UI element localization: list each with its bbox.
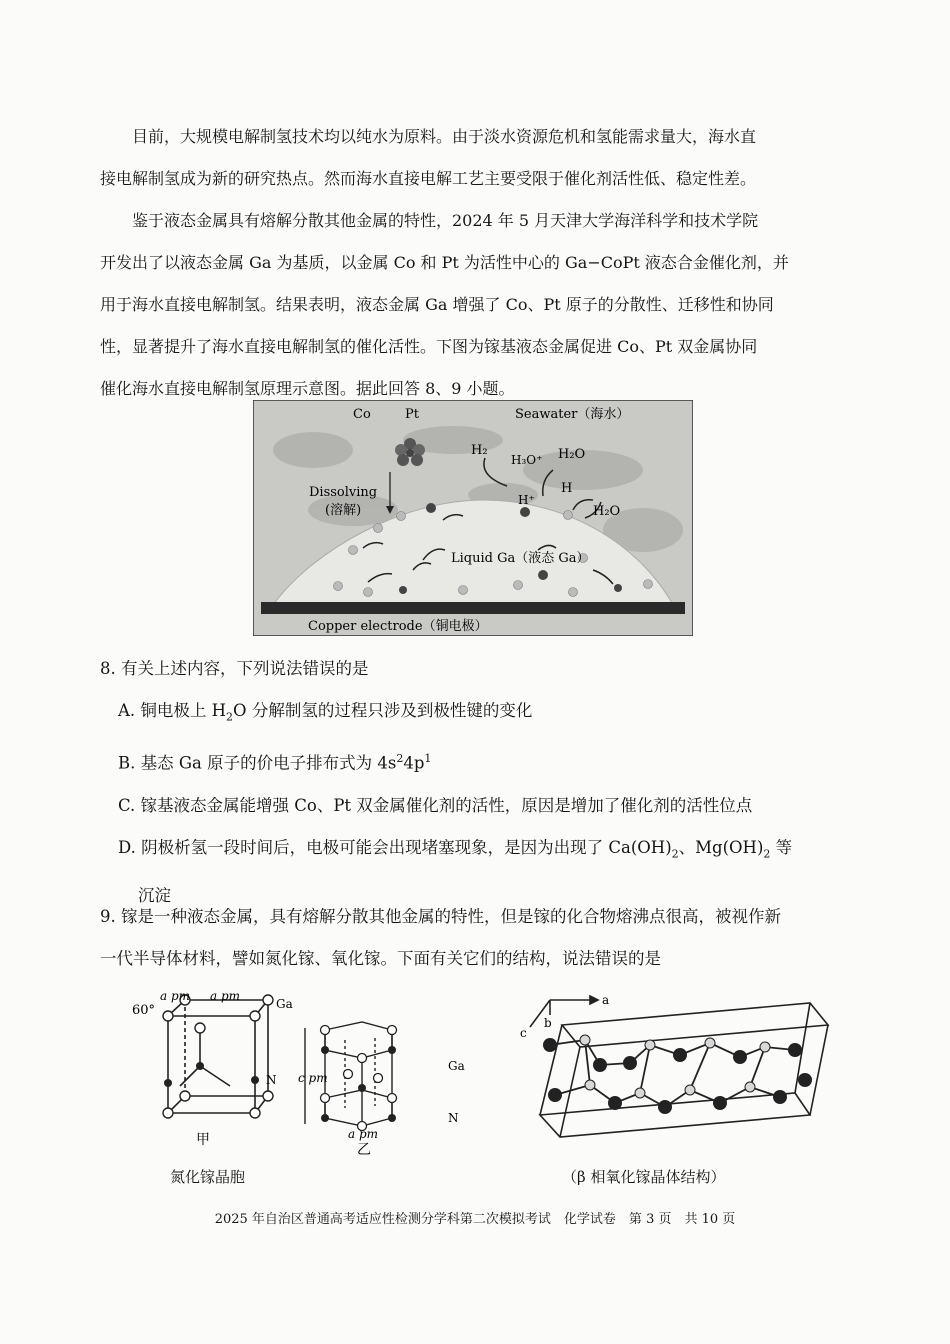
a-pm-label: a pm — [210, 989, 241, 1003]
h2o-right-label: H₂O — [593, 504, 621, 519]
hplus-label: H⁺ — [518, 493, 535, 507]
co-label: Co — [353, 407, 371, 422]
axis-c-label: c — [520, 1026, 527, 1040]
angle-label: 60° — [132, 1003, 156, 1018]
question-stem: 8. 有关上述内容，下列说法错误的是 — [100, 659, 369, 678]
option-d-text-end: 等 — [770, 837, 793, 857]
question-stem-continued: 一代半导体材料，譬如氮化镓、氧化镓。下面有关它们的结构，说法错误的是 — [100, 949, 661, 968]
option-b-superscript: 2 — [396, 752, 404, 766]
option-b-text: B. 基态 Ga 原子的价电子排布式为 4s — [118, 753, 397, 773]
option-b-text-mid: 4p — [403, 753, 425, 773]
option-a-text: A. 铜电极上 H — [118, 701, 227, 720]
question-9 — [100, 896, 845, 980]
h2-label: H₂ — [471, 443, 488, 458]
passage-line: 开发出了以液态金属 Ga 为基质，以金属 Co 和 Pt 为活性中心的 Ga−CoPt 液态合金催化剂，并 — [100, 253, 789, 272]
beta-ga2o3-structure-figure — [510, 985, 840, 1155]
cell-label-yi: 乙 — [357, 1142, 371, 1158]
n-label: N — [266, 1073, 277, 1087]
n-label: N — [448, 1111, 459, 1125]
h2o-top-label: H₂O — [558, 447, 586, 462]
cell-label-jia: 甲 — [196, 1132, 210, 1148]
option-d-subscript: 2 — [763, 847, 771, 861]
h-label: H — [561, 481, 573, 496]
ga-label: Ga — [448, 1059, 465, 1073]
a-pm-label: a pm — [160, 989, 191, 1003]
passage-line: 目前，大规模电解制氢技术均以纯水为原料。由于淡水资源危机和氢能需求量大，海水直 — [132, 127, 757, 146]
dissolving-label: Dissolving — [309, 485, 378, 500]
passage-line: 用于海水直接电解制氢。结果表明，液态金属 Ga 增强了 Co、Pt 原子的分散性、迁移性和协同 — [100, 295, 774, 314]
axis-a-label: a — [602, 993, 610, 1007]
liquid-ga-label: Liquid Ga（液态 Ga） — [451, 551, 590, 566]
ga2o3-caption: （β 相氧化镓晶体结构） — [562, 1168, 726, 1186]
c-pm-label: c pm — [298, 1071, 328, 1085]
option-b-superscript: 1 — [424, 752, 432, 766]
option-a-text-rest: O 分解制氢的过程只涉及到极性键的变化 — [233, 701, 533, 720]
option-b — [100, 738, 845, 785]
axis-b-label: b — [544, 1016, 552, 1030]
passage-line: 催化海水直接电解制氢原理示意图。据此回答 8、9 小题。 — [100, 379, 515, 398]
option-d-text-mid: 、Mg(OH) — [678, 837, 764, 857]
electrolysis-schematic-figure — [253, 400, 693, 636]
pt-label: Pt — [405, 407, 419, 422]
h3o-label: H₃O⁺ — [511, 453, 543, 467]
gan-caption: 氮化镓晶胞 — [170, 1168, 246, 1186]
passage-line: 鉴于液态金属具有熔解分散其他金属的特性，2024 年 5 月天津大学海洋科学和技术学院 — [132, 211, 759, 230]
copper-electrode-label: Copper electrode（铜电极） — [308, 619, 488, 634]
option-d-text: D. 阴极析氢一段时间后，电极可能会出现堵塞现象，是因为出现了 Ca(OH) — [118, 837, 672, 857]
option-d-continued: 沉淀 — [138, 886, 171, 906]
ga-label: Ga — [276, 997, 293, 1011]
gan-unit-cell-figure — [130, 988, 470, 1158]
seawater-label: Seawater（海水） — [515, 407, 630, 422]
question-8 — [100, 648, 845, 917]
a-pm-label: a pm — [348, 1127, 379, 1141]
question-stem: 9. 镓是一种液态金属，具有熔解分散其他金属的特性，但是镓的化合物熔沸点很高，被视作新 — [100, 907, 781, 926]
option-a-subscript: 2 — [226, 710, 234, 724]
option-c: C. 镓基液态金属能增强 Co、Pt 双金属催化剂的活性，原因是增加了催化剂的活性位点 — [118, 795, 753, 815]
passage-line: 性，显著提升了海水直接电解制氢的催化活性。下图为镓基液态金属促进 Co、Pt 双金属协同 — [100, 337, 758, 356]
dissolving-cn-label: (溶解) — [325, 503, 362, 518]
passage-line: 接电解制氢成为新的研究热点。然而海水直接电解工艺主要受限于催化剂活性低、稳定性差。 — [100, 169, 757, 188]
page-footer: 2025 年自治区普通高考适应性检测分学科第二次模拟考试 化学试卷 第 3 页 共 10 页 — [214, 1212, 736, 1227]
option-d-subscript: 2 — [671, 847, 679, 861]
option-d — [100, 827, 845, 875]
option-a — [100, 690, 845, 738]
intro-passage — [100, 116, 845, 410]
